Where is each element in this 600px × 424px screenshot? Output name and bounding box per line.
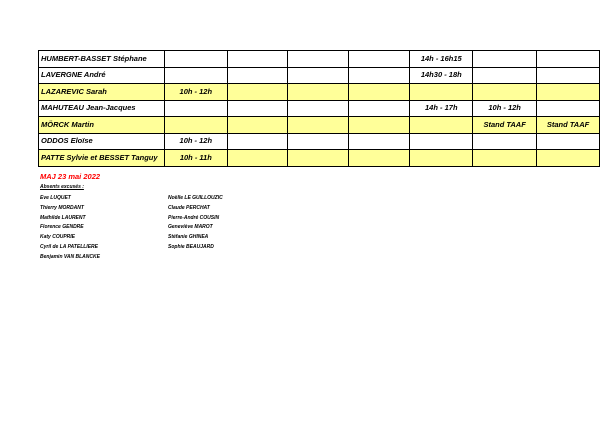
schedule-cell <box>537 67 600 84</box>
absent-person-name: Geneviève MAROT <box>168 224 213 231</box>
schedule-cell <box>227 67 287 84</box>
absent-person-name: Stéfanie GHINEA <box>168 234 209 241</box>
person-name-cell: PATTE Sylvie et BESSET Tanguy <box>39 150 165 167</box>
schedule-cell <box>473 67 537 84</box>
absent-person-name: Cyril de LA PATELLIERE <box>40 243 98 250</box>
absent-person-name: Pierre-André COUSIN <box>168 214 220 221</box>
absent-person-name: Noëlle LE GUILLOUZIC <box>168 195 223 201</box>
schedule-cell <box>227 150 287 167</box>
schedule-cell <box>349 117 410 134</box>
schedule-cell <box>410 133 473 150</box>
schedule-cell <box>227 133 287 150</box>
update-date-note: MAJ 23 mai 2022 <box>40 172 101 181</box>
absent-person-name: Benjamin VAN BLANCKE <box>40 253 100 260</box>
absent-person-name: Mathilde LAURENT <box>40 214 86 221</box>
schedule-cell <box>473 150 537 167</box>
schedule-cell <box>410 84 473 101</box>
schedule-cell <box>288 150 349 167</box>
schedule-cell <box>288 100 349 117</box>
schedule-cell: Stand TAAF <box>537 117 600 134</box>
absent-person-name: Claude PERCHAT <box>168 204 210 211</box>
schedule-cell: 14h - 17h <box>410 100 473 117</box>
schedule-cell <box>410 150 473 167</box>
schedule-cell <box>164 117 227 134</box>
schedule-cell <box>349 133 410 150</box>
absent-list-title: Absents excusés : <box>40 184 84 190</box>
schedule-cell: 10h - 11h <box>164 150 227 167</box>
schedule-cell <box>537 150 600 167</box>
schedule-table <box>38 50 600 167</box>
table-row <box>39 133 600 150</box>
schedule-cell <box>537 133 600 150</box>
schedule-cell <box>164 67 227 84</box>
schedule-cell <box>473 133 537 150</box>
schedule-cell <box>537 84 600 101</box>
person-name-cell: ODDOS Eloïse <box>39 133 165 150</box>
schedule-cell <box>227 117 287 134</box>
person-name-cell: MAHUTEAU Jean-Jacques <box>39 100 165 117</box>
schedule-cell: 10h - 12h <box>164 84 227 101</box>
table-row <box>39 51 600 68</box>
schedule-cell <box>473 84 537 101</box>
table-row <box>39 84 600 101</box>
absent-person-name: Katy COUPRIE <box>40 234 76 241</box>
absent-person-name: Thierry MORDANT <box>40 204 84 211</box>
schedule-cell <box>164 100 227 117</box>
absent-person-name: Sophie BEAUJARD <box>168 243 214 250</box>
schedule-cell <box>349 100 410 117</box>
table-row <box>39 117 600 134</box>
schedule-cell: 10h - 12h <box>164 133 227 150</box>
person-name-cell: HUMBERT-BASSET Stéphane <box>39 51 165 68</box>
schedule-cell <box>288 51 349 68</box>
absent-person-name: Eve LUQUET <box>40 195 71 201</box>
schedule-cell <box>349 84 410 101</box>
schedule-cell <box>349 67 410 84</box>
schedule-cell <box>349 51 410 68</box>
schedule-cell: 14h30 - 18h <box>410 67 473 84</box>
person-name-cell: LAVERGNE André <box>39 67 165 84</box>
schedule-cell <box>227 100 287 117</box>
schedule-cell <box>227 84 287 101</box>
absent-list-left <box>40 194 100 263</box>
schedule-cell <box>537 100 600 117</box>
schedule-cell <box>537 51 600 68</box>
table-row <box>39 67 600 84</box>
absent-person-name: Florence GENDRE <box>40 224 84 231</box>
schedule-cell: 14h - 16h15 <box>410 51 473 68</box>
schedule-cell <box>349 150 410 167</box>
schedule-cell <box>410 117 473 134</box>
schedule-cell <box>164 51 227 68</box>
table-row <box>39 150 600 167</box>
absent-list-right <box>168 194 223 253</box>
schedule-cell <box>288 133 349 150</box>
table-row <box>39 100 600 117</box>
schedule-cell <box>288 117 349 134</box>
schedule-cell <box>288 84 349 101</box>
schedule-cell <box>227 51 287 68</box>
person-name-cell: LAZAREVIC Sarah <box>39 84 165 101</box>
person-name-cell: MÖRCK Martin <box>39 117 165 134</box>
schedule-cell <box>288 67 349 84</box>
schedule-cell: 10h - 12h <box>473 100 537 117</box>
schedule-cell: Stand TAAF <box>473 117 537 134</box>
schedule-cell <box>473 51 537 68</box>
